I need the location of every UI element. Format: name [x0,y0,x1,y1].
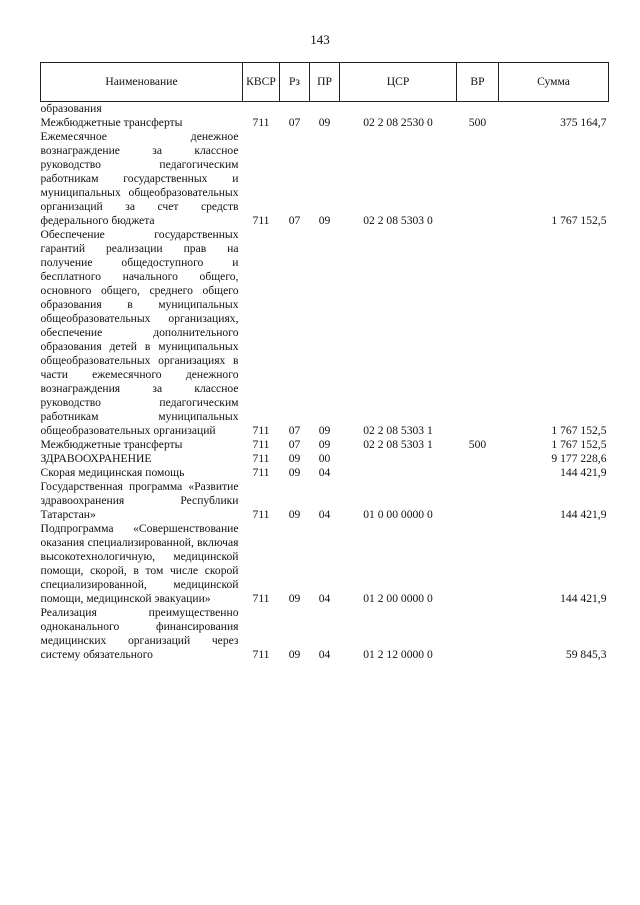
row-sum: 375 164,7 [560,116,607,129]
row-kvsr: 711 [252,508,270,521]
row-kvsr: 711 [252,466,270,479]
header-name: Наименование [41,63,243,102]
row-kvsr [243,102,280,117]
table-row [41,102,609,117]
row-kvsr: 711 [252,116,270,129]
row-name: Государственная программа «Развитие здравоохранения Республики Татарстан» [40,480,239,521]
row-rz: 09 [288,508,301,521]
row-vr [457,606,499,662]
row-rz: 07 [288,116,301,129]
row-sum: 59 845,3 [565,648,607,661]
row-sum: 1 767 152,5 [551,214,607,227]
row-sum: 144 421,9 [560,466,607,479]
row-sum: 1 767 152,5 [551,438,607,451]
page-number: 143 [310,32,330,47]
row-pr: 04 [318,466,331,479]
row-rz: 07 [288,438,301,451]
row-vr: 500 [468,438,487,451]
row-rz: 09 [288,592,301,605]
row-csr [340,466,457,480]
row-rz [280,102,310,117]
row-name: Подпрограмма «Совершенствование оказания специализированной, включая высокотехнологичную, медицинской помощи, скорой, в том числе скорой специализированной, медицинской помощи, медицинской эвакуации» [40,522,239,605]
row-vr [457,452,499,466]
row-name: Межбюджетные трансферты [40,116,183,129]
row-rz: 07 [288,424,301,437]
row-vr [457,522,499,606]
table-row [41,466,609,480]
row-vr [457,480,499,522]
row-vr [457,130,499,228]
row-name: Обеспечение государственных гарантий реализации прав на получение общедоступного и бесплатного начального общего, основного общего, среднего общего образования в муниципальных общеобразовательных организациях, обеспечение дополнительного образования детей в муниципальных общеобразовательных организациях в части ежемесячного денежного вознаграждения за классное руководство педагогическим работникам муниципальных общеобразовательных организаций [40,228,239,437]
row-name: Межбюджетные трансферты [40,438,183,451]
row-csr: 02 2 08 5303 1 [363,438,433,451]
header-rz: Рз [280,63,310,102]
row-rz: 09 [288,648,301,661]
row-name: ЗДРАВООХРАНЕНИЕ [40,452,152,465]
row-pr [310,102,340,117]
row-kvsr: 711 [252,438,270,451]
row-csr: 02 2 08 5303 0 [363,214,433,227]
header-csr: ЦСР [340,63,457,102]
header-pr: ПР [310,63,340,102]
row-sum: 144 421,9 [560,508,607,521]
row-rz: 09 [288,452,301,465]
row-sum: 9 177 228,6 [551,452,607,465]
row-pr: 09 [318,116,331,129]
row-sum [499,102,609,117]
table-row [41,228,609,438]
row-pr: 04 [318,648,331,661]
row-pr: 00 [318,452,331,465]
table-row [41,116,609,130]
header-vr: ВР [457,63,499,102]
row-vr [457,228,499,438]
row-kvsr: 711 [252,648,270,661]
table-row [41,438,609,452]
row-csr: 02 2 08 2530 0 [363,116,433,129]
table-header-row [41,63,609,102]
row-vr [457,466,499,480]
row-kvsr: 711 [252,452,270,465]
row-pr: 04 [318,592,331,605]
row-rz: 07 [288,214,301,227]
row-csr: 01 2 00 0000 0 [363,592,433,605]
budget-table [40,62,609,662]
row-csr [340,452,457,466]
row-kvsr: 711 [252,214,270,227]
row-pr: 09 [318,214,331,227]
row-vr [457,102,499,117]
table-row [41,522,609,606]
table-row [41,130,609,228]
row-csr: 01 0 00 0000 0 [363,508,433,521]
header-kvsr: КВСР [243,63,280,102]
table-row [41,452,609,466]
row-csr: 02 2 08 5303 1 [363,424,433,437]
row-pr: 09 [318,438,331,451]
row-pr: 09 [318,424,331,437]
row-pr: 04 [318,508,331,521]
row-name: Скорая медицинская помощь [40,466,185,479]
row-sum: 144 421,9 [560,592,607,605]
row-rz: 09 [288,466,301,479]
row-name: Реализация преимущественно одноканального финансирования медицинских организаций через систему обязательного [40,606,239,661]
row-csr [340,102,457,117]
table-row [41,480,609,522]
row-vr: 500 [468,116,487,129]
row-kvsr: 711 [252,424,270,437]
row-name: Ежемесячное денежное вознаграждение за классное руководство педагогическим работникам государственных и муниципальных общеобразовательных организаций за счет средств федерального бюджета [40,130,239,227]
header-sum: Сумма [499,63,609,102]
row-kvsr: 711 [252,592,270,605]
row-sum: 1 767 152,5 [551,424,607,437]
table-row [41,606,609,662]
row-csr: 01 2 12 0000 0 [363,648,433,661]
row-name: образования [40,102,102,115]
